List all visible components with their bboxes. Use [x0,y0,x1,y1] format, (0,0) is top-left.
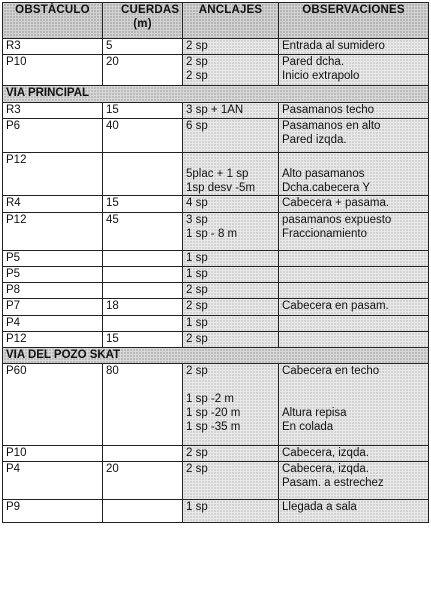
table-row [3,299,429,316]
obstaculo-cell [3,119,103,153]
cell-line [186,378,275,392]
cuerdas-cell [103,500,183,523]
cell-line: 1sp desv -5m [186,182,256,194]
cell-line: Pasamanos techo [282,104,375,116]
cell-line: P12 [6,333,27,345]
cell-line: 15 [106,104,119,116]
anclajes-cell [183,39,279,55]
observaciones-cell [279,267,429,283]
observaciones-cell [279,446,429,462]
cell-line [106,500,179,514]
table-row [3,283,429,299]
section-title: VIA PRINCIPAL [3,86,429,103]
cell-line: 5plac + 1 sp [186,168,249,180]
cell-line: 15 [106,197,119,209]
obstaculo-cell [3,103,103,119]
header-obstaculo: OBSTÁCULO [3,3,103,39]
cell-line [106,267,179,281]
table-body [3,39,429,523]
section-title: VIA DEL POZO SKAT [3,348,429,364]
cell-line: 1 sp [186,268,208,280]
cell-line: 1 sp [186,501,208,513]
table-row [3,364,429,446]
observaciones-cell [279,316,429,332]
cell-line: pasamanos expuesto [282,214,392,226]
cell-line: En colada [282,421,334,433]
table-row [3,316,429,332]
table-row [3,196,429,213]
cell-line: 2 sp [186,40,208,52]
observaciones-cell [279,119,429,153]
obstaculo-cell [3,267,103,283]
cuerdas-cell [103,283,183,299]
observaciones-cell [279,500,429,523]
obstaculo-cell [3,462,103,500]
observaciones-cell [279,299,429,316]
cell-line [282,332,425,346]
cell-line: R4 [6,197,21,209]
cuerdas-cell [103,196,183,213]
cell-line [106,251,179,265]
obstaculo-cell [3,55,103,86]
cell-line: P4 [6,317,21,329]
table-row [3,103,429,119]
table-row [3,119,429,153]
anclajes-cell [183,196,279,213]
cell-line: P9 [6,501,21,513]
section-row [3,348,429,364]
cuerdas-cell [103,299,183,316]
cell-line: Alto pasamanos [282,168,365,180]
cell-line: 20 [106,463,119,475]
cell-line: P12 [6,154,27,166]
table-row [3,332,429,348]
cell-line: 1 sp [186,317,208,329]
cell-line: 2 sp [186,447,208,459]
cell-line [282,316,425,330]
cell-line: Cabecera, izqda. [282,447,369,459]
obstaculo-cell [3,299,103,316]
anclajes-cell [183,213,279,251]
cell-line: 18 [106,300,119,312]
obstacle-table [2,2,429,523]
cell-line: Pared izqda. [282,134,347,146]
anclajes-cell [183,332,279,348]
anclajes-cell [183,462,279,500]
cell-line [186,153,275,167]
table-row [3,267,429,283]
cell-line [282,378,425,392]
cell-line: P5 [6,252,21,264]
obstaculo-cell [3,332,103,348]
cell-line: 20 [106,56,119,68]
cuerdas-cell [103,55,183,86]
obstaculo-cell [3,213,103,251]
cell-line: P10 [6,447,27,459]
anclajes-cell [183,500,279,523]
cell-line: Llegada a sala [282,501,357,513]
cell-line: P8 [6,284,21,296]
cell-line: R3 [6,104,21,116]
cell-line: P4 [6,463,21,475]
table-row [3,446,429,462]
header-observaciones: OBSERVACIONES [279,3,429,39]
observaciones-cell [279,283,429,299]
anclajes-cell [183,153,279,196]
cell-line: Inicio extrapolo [282,70,360,82]
table-row [3,462,429,500]
observaciones-cell [279,196,429,213]
cell-line: 2 sp [186,70,208,82]
anclajes-cell [183,283,279,299]
cell-line: 3 sp + 1AN [186,104,244,116]
anclajes-cell [183,446,279,462]
obstaculo-cell [3,251,103,267]
table-row [3,55,429,86]
cell-line: 1 sp - 8 m [186,228,238,240]
cell-line: Cabecera, izqda. [282,463,369,475]
cell-line: 1 sp -2 m [186,393,234,405]
obstaculo-cell [3,446,103,462]
table-header-row [3,3,429,39]
cell-line [106,316,179,330]
table-row [3,39,429,55]
observaciones-cell [279,55,429,86]
cell-line [106,446,179,460]
cuerdas-cell [103,446,183,462]
cell-line: Cabecera en techo [282,365,380,377]
cell-line: 4 sp [186,197,208,209]
cell-line: 1 sp -20 m [186,407,241,419]
cell-line: 15 [106,333,119,345]
cell-line: R3 [6,40,21,52]
cell-line: 45 [106,214,119,226]
anclajes-cell [183,251,279,267]
observaciones-cell [279,213,429,251]
anclajes-cell [183,55,279,86]
cell-line [282,392,425,406]
cuerdas-cell [103,462,183,500]
cell-line: Cabecera + pasama. [282,197,390,209]
cell-line: 1 sp -35 m [186,421,241,433]
cell-line: 2 sp [186,333,208,345]
cell-line: P10 [6,56,27,68]
cell-line: P7 [6,300,21,312]
observaciones-cell [279,39,429,55]
cuerdas-cell [103,213,183,251]
cuerdas-cell [103,39,183,55]
observaciones-cell [279,462,429,500]
cuerdas-cell [103,119,183,153]
cell-line: 2 sp [186,365,208,377]
cell-line: 2 sp [186,56,208,68]
cell-line [282,267,425,281]
obstaculo-cell [3,500,103,523]
cell-line [282,251,425,265]
table-row [3,251,429,267]
anclajes-cell [183,316,279,332]
obstaculo-cell [3,39,103,55]
cell-line: P5 [6,268,21,280]
observaciones-cell [279,364,429,446]
anclajes-cell [183,267,279,283]
section-row [3,86,429,103]
cell-line [282,153,425,167]
cell-line: 2 sp [186,284,208,296]
cell-line: Cabecera en pasam. [282,300,389,312]
cell-line [282,283,425,297]
observaciones-cell [279,153,429,196]
cuerdas-cell [103,251,183,267]
anclajes-cell [183,364,279,446]
cell-line: 5 [106,40,113,52]
document-page [2,2,428,596]
cell-line: Pasamanos en alto [282,120,381,132]
cuerdas-cell [103,316,183,332]
cell-line: Pasam. a estrechez [282,477,384,489]
cell-line: Pared dcha. [282,56,345,68]
cuerdas-cell [103,364,183,446]
anclajes-cell [183,103,279,119]
obstaculo-cell [3,196,103,213]
cell-line [106,283,179,297]
cell-line: 1 sp [186,252,208,264]
cell-line: Entrada al sumidero [282,40,385,52]
table-row [3,153,429,196]
cell-line: 2 sp [186,300,208,312]
table-row [3,500,429,523]
cell-line: 40 [106,120,119,132]
cell-line: 2 sp [186,463,208,475]
anclajes-cell [183,299,279,316]
cell-line: 3 sp [186,214,208,226]
cell-line: P12 [6,214,27,226]
cell-line [106,153,179,167]
observaciones-cell [279,103,429,119]
cuerdas-cell [103,103,183,119]
observaciones-cell [279,332,429,348]
observaciones-cell [279,251,429,267]
cell-line: P6 [6,120,21,132]
table-row [3,213,429,251]
cell-line: Dcha.cabecera Y [282,182,371,194]
obstaculo-cell [3,153,103,196]
cell-line: 6 sp [186,120,208,132]
obstaculo-cell [3,364,103,446]
cell-line: 80 [106,365,119,377]
cuerdas-cell [103,267,183,283]
cell-line: Fraccionamiento [282,228,368,240]
cuerdas-cell [103,153,183,196]
obstaculo-cell [3,316,103,332]
cell-line: Altura repisa [282,407,347,419]
cell-line: P60 [6,365,27,377]
anclajes-cell [183,119,279,153]
cuerdas-cell [103,332,183,348]
obstaculo-cell [3,283,103,299]
header-cuerdas: CUERDAS (m) [103,3,183,39]
header-anclajes: ANCLAJES [183,3,279,39]
